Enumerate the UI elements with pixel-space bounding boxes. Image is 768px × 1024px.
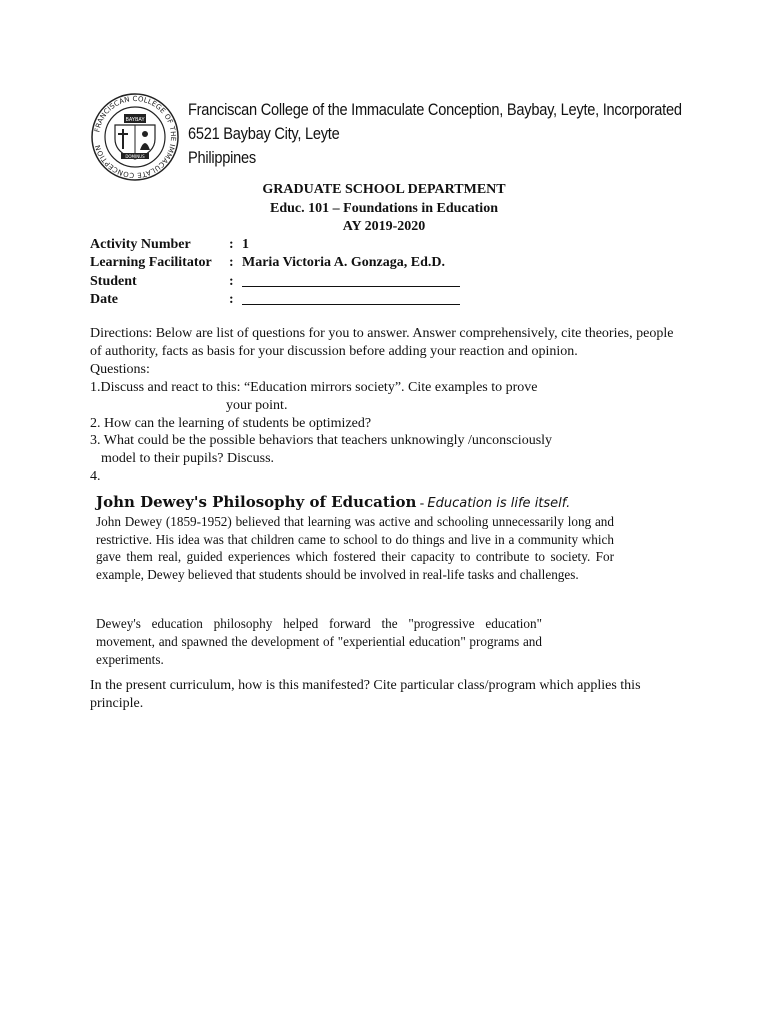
questions-heading: Questions: xyxy=(90,362,150,377)
svg-text:DOMINUS: DOMINUS xyxy=(125,154,145,159)
info-label: Student xyxy=(90,273,137,289)
info-value: Maria Victoria A. Gonzaga, Ed.D. xyxy=(242,255,445,271)
dewey-dash: - xyxy=(416,495,428,510)
info-sep: : xyxy=(229,291,234,307)
info-label: Activity Number xyxy=(90,237,191,252)
student-blank-line xyxy=(242,273,460,287)
question-3: 3. What could be the possible behaviors that teachers unknowingly /unconsciously xyxy=(90,433,553,448)
college-seal-logo xyxy=(90,92,180,182)
activity-info xyxy=(90,236,460,309)
info-sep: : xyxy=(229,273,234,289)
svg-text:BAYBAY: BAYBAY xyxy=(125,117,145,123)
info-value: 1 xyxy=(242,237,249,252)
info-label: Learning Facilitator xyxy=(90,255,212,271)
course-title: Educ. 101 – Foundations in Education xyxy=(270,200,498,216)
institution-address: 6521 Baybay City, Leyte xyxy=(188,124,340,143)
question-1-continued: your point. xyxy=(226,398,288,413)
info-label: Date xyxy=(90,291,118,307)
question-1: 1.Discuss and react to this: “Education mirrors society”. Cite examples to prove xyxy=(90,380,538,395)
department-title: GRADUATE SCHOOL DEPARTMENT xyxy=(262,182,506,197)
institution-name: Franciscan College of the Immaculate Conception, Baybay, Leyte, Incorporated xyxy=(188,100,682,119)
dewey-paragraph-1: John Dewey (1859-1952) believed that learning was active and schooling unnecessarily long and restrictive. His idea was that children came to school to do things and live in a community which gave them real, guided experiences which fostered their capacity to contribute to society. For example, Dewey believed that students should be involved in real-life tasks and challenges. xyxy=(96,513,614,583)
dewey-subtitle: Education is life itself. xyxy=(427,496,571,511)
dewey-title: John Dewey's Philosophy of Education xyxy=(96,493,417,511)
svg-text:FRANCISCAN COLLEGE OF THE IMMA: FRANCISCAN COLLEGE OF THE IMMACULATE CONCEPTION xyxy=(93,94,178,180)
dewey-paragraph-2: Dewey's education philosophy helped forward the "progressive education" movement, and spawned the development of "experiential education" programs and experiments. xyxy=(96,616,542,667)
course-heading xyxy=(0,181,768,237)
question-2: 2. How can the learning of students be optimized? xyxy=(90,416,372,431)
dewey-section xyxy=(96,494,614,584)
academic-year: AY 2019-2020 xyxy=(342,219,426,234)
institution-country: Philippines xyxy=(188,148,256,167)
info-row-student xyxy=(90,273,460,291)
info-sep: : xyxy=(229,237,234,252)
info-row-date xyxy=(90,291,460,309)
info-row-facilitator xyxy=(90,254,460,272)
info-row-activity xyxy=(90,236,460,254)
info-sep: : xyxy=(229,255,234,271)
dewey-heading xyxy=(96,494,614,513)
question-4: 4. xyxy=(90,469,101,484)
date-blank-line xyxy=(242,291,460,305)
directions-text: Directions: Below are list of questions for you to answer. Answer comprehensively, cite theories, people of authority, facts as basis for your discussion before adding your reaction and opinion. xyxy=(90,326,674,359)
final-question: In the present curriculum, how is this manifested? Cite particular class/program which applies this principle. xyxy=(90,678,641,711)
institution-header xyxy=(188,98,682,170)
question-3-continued: model to their pupils? Discuss. xyxy=(101,451,275,466)
